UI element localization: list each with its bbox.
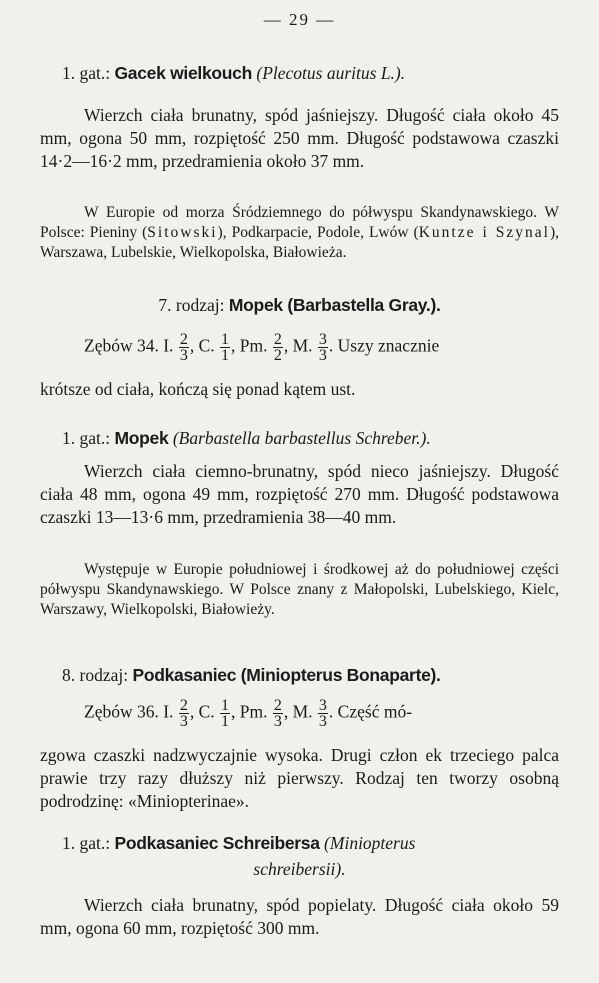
- fraction: $\frac{3}{3}$: [318, 331, 327, 364]
- species-latin-name: (Miniopterus: [324, 833, 416, 853]
- species-range: Występuje w Europie południowej i środkowej aż do południowej części półwyspu Skandynawskiego. W Polsce znany z Małopolski, Lubelskiego, Kielc, Warszawy, Wielkopolski, Białowieży.: [40, 561, 559, 618]
- species-name: Gacek wielkouch: [114, 63, 253, 83]
- dental-formula: Zębów 34. I. $\frac{2}{3}$ , C. $\frac{1}{1}$ , Pm. $\frac{2}{2}$ , M. $\frac{3}{3}$ . Uszy znacznie: [84, 331, 440, 364]
- species-latin-name-cont: schreibersii).: [253, 859, 346, 879]
- species-description: Wierzch ciała ciemno-brunatny, spód nieco jaśniejszy. Długość ciała 48 mm, ogona 49 mm, rozpiętość 270 mm. Długość podstawowa czaszki 13—13·6 mm, przedramienia 38—40 mm.: [40, 461, 559, 527]
- fraction: $\frac{1}{1}$: [221, 331, 229, 364]
- species-latin-name: (Barbastella barbastellus Schreber.).: [172, 428, 431, 448]
- dental-formula: Zębów 36. I. $\frac{2}{3}$ , C. $\frac{1}{1}$ , Pm. $\frac{2}{3}$ , M. $\frac{3}{3}$ . Część mó-: [84, 697, 413, 730]
- fraction: $\frac{2}{3}$: [179, 697, 188, 730]
- fraction: $\frac{2}{3}$: [273, 697, 282, 730]
- fraction: $\frac{2}{3}$: [179, 331, 188, 364]
- genus-heading: 8. rodzaj: Podkasaniec (Miniopterus Bonaparte).: [62, 665, 441, 685]
- species-latin-name: (Plecotus auritus L.).: [256, 63, 406, 83]
- species-number: 1. gat.:: [62, 63, 111, 83]
- genus-heading: 7. rodzaj: Mopek (Barbastella Gray.).: [158, 295, 441, 315]
- species-range: W Europie od morza Śródziemnego do półwyspu Skandynawskiego. W Polsce: Pieniny (Sitowski), Podkarpacie, Podole, Lwów (Kuntze i Szynal), Warszawa, Lubelskie, Wielkopolska, Białowieża.: [40, 204, 559, 261]
- species-description: Wierzch ciała brunatny, spód popielaty. Długość ciała około 59 mm, ogona 60 mm, rozpiętość 300 mm.: [40, 895, 559, 938]
- species-heading: [40, 62, 559, 85]
- page-number: — 29 —: [263, 10, 336, 29]
- person-name: Sitowski: [147, 224, 218, 241]
- genus-description: zgowa czaszki nadzwyczajnie wysoka. Drugi człon ek trzeciego palca prawie trzy razy dłuższy niż pierwszy. Rodzaj ten tworzy osobną podrodzinę: «Miniopterinae».: [40, 745, 559, 811]
- fraction: $\frac{2}{2}$: [273, 331, 282, 364]
- genus-description: krótsze od ciała, kończą się ponad kątem ust.: [40, 379, 356, 399]
- person-name: Kuntze i Szynal: [418, 224, 550, 241]
- genus-name: Mopek (Barbastella Gray.).: [228, 295, 441, 315]
- species-heading: 1. gat.: Podkasaniec Schreibersa (Miniopterus: [62, 833, 416, 853]
- species-description: Wierzch ciała brunatny, spód jaśniejszy. Długość ciała około 45 mm, ogona 50 mm, rozpiętość 250 mm. Długość podstawowa czaszki 14·2—16·2 mm, przedramienia około 37 mm.: [40, 105, 559, 171]
- species-name: Mopek: [114, 428, 169, 448]
- species-heading: 1. gat.: Mopek (Barbastella barbastellus Schreber.).: [62, 428, 431, 448]
- fraction: $\frac{3}{3}$: [318, 697, 327, 730]
- genus-name: Podkasaniec (Miniopterus Bonaparte).: [132, 665, 441, 685]
- species-name: Podkasaniec Schreibersa: [114, 833, 320, 853]
- fraction: $\frac{1}{1}$: [221, 697, 229, 730]
